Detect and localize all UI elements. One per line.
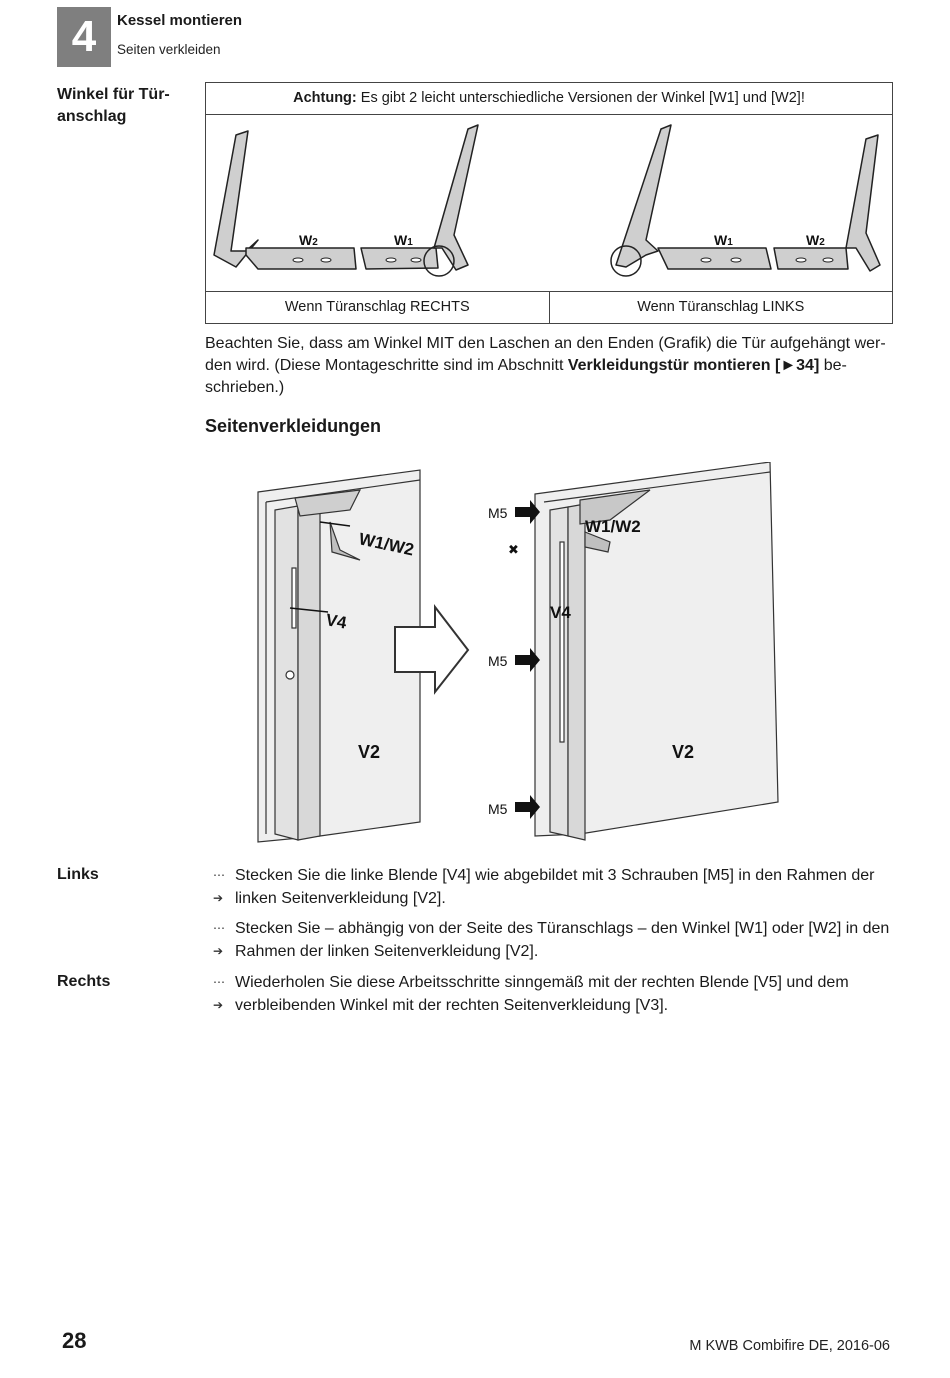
step-links-2 <box>213 917 893 963</box>
chapter-number-badge: 4 <box>57 7 111 67</box>
step-text: Wiederholen Sie diese Arbeitsschritte sinngemäß mit der rechten Blende [V5] und dem verbleibenden Winkel mit der rechten Seitenverkleidung [V3]. <box>235 974 849 1014</box>
side-panel-figure <box>250 462 810 847</box>
side-heading-line: Winkel für Tür- <box>57 86 170 103</box>
section-heading-seitenverkleidungen: Seitenverkleidungen <box>205 416 382 436</box>
page-number: 28 <box>62 1328 87 1353</box>
label-m5-bottom: M5 <box>488 801 508 817</box>
col-hinge-right: Wenn Türanschlag RECHTS <box>206 292 550 323</box>
step-arrow-icon: ⋯➔ <box>213 921 225 958</box>
step-arrow-icon: ⋯➔ <box>213 975 225 1012</box>
chapter-title: Kessel montieren <box>117 12 243 29</box>
warning-text: Es gibt 2 leicht unterschiedliche Versionen der Winkel [W1] und [W2]! <box>356 90 805 106</box>
label-v4-right: V4 <box>550 603 571 622</box>
section-title: Seiten verkleiden <box>117 42 221 57</box>
document-reference: M KWB Combifire DE, 2016-06 <box>689 1338 890 1354</box>
label-m5-top: M5 <box>488 505 508 521</box>
label-w2-left: W2 <box>299 232 318 248</box>
paragraph-reference[interactable]: Verkleidungstür montieren [►34] <box>567 357 820 374</box>
warning-row <box>206 83 892 115</box>
label-m5-middle: M5 <box>488 653 508 669</box>
label-w1-left: W1 <box>394 232 413 248</box>
side-heading-rechts: Rechts <box>57 973 111 990</box>
side-panel-drawing <box>250 462 810 847</box>
warning-label: Achtung: <box>293 90 357 106</box>
step-rechts-1 <box>213 971 893 1017</box>
paragraph-text-end: be-schrieben.) <box>205 357 847 396</box>
label-w1w2-left: W1/W2 <box>357 529 416 560</box>
bracket-note-paragraph <box>205 333 895 399</box>
side-heading-winkel <box>57 84 197 128</box>
bracket-drawing <box>206 115 892 293</box>
no-screw-mark: ✖ <box>508 542 519 557</box>
step-arrow-icon: ⋯➔ <box>213 868 225 905</box>
paragraph-text: Beachten Sie, dass am Winkel MIT den Laschen an den Enden (Grafik) die Tür aufgehängt wer-den wird. (Diese Montageschritte sind im Abschnitt <box>205 335 886 374</box>
side-heading-line: anschlag <box>57 108 127 125</box>
bracket-versions-table <box>205 82 893 324</box>
label-w1-right: W1 <box>714 232 733 248</box>
door-hinge-row <box>206 291 892 323</box>
label-v2-left: V2 <box>358 742 381 762</box>
label-v2-right: V2 <box>672 742 695 762</box>
bracket-illustration <box>206 115 892 293</box>
step-text: Stecken Sie – abhängig von der Seite des Türanschlags – den Winkel [W1] oder [W2] in den Rahmen der linken Seitenverkleidung [V2]. <box>235 920 890 960</box>
col-hinge-left: Wenn Türanschlag LINKS <box>637 299 805 315</box>
step-text: Stecken Sie die linke Blende [V4] wie abgebildet mit 3 Schrauben [M5] in den Rahmen der linken Seitenverkleidung [V2]. <box>235 867 875 907</box>
side-heading-links: Links <box>57 866 99 883</box>
label-w2-right: W2 <box>806 232 825 248</box>
label-w1w2-right: W1/W2 <box>585 517 641 536</box>
label-v4-left: V4 <box>324 610 349 633</box>
step-links-1 <box>213 864 893 910</box>
